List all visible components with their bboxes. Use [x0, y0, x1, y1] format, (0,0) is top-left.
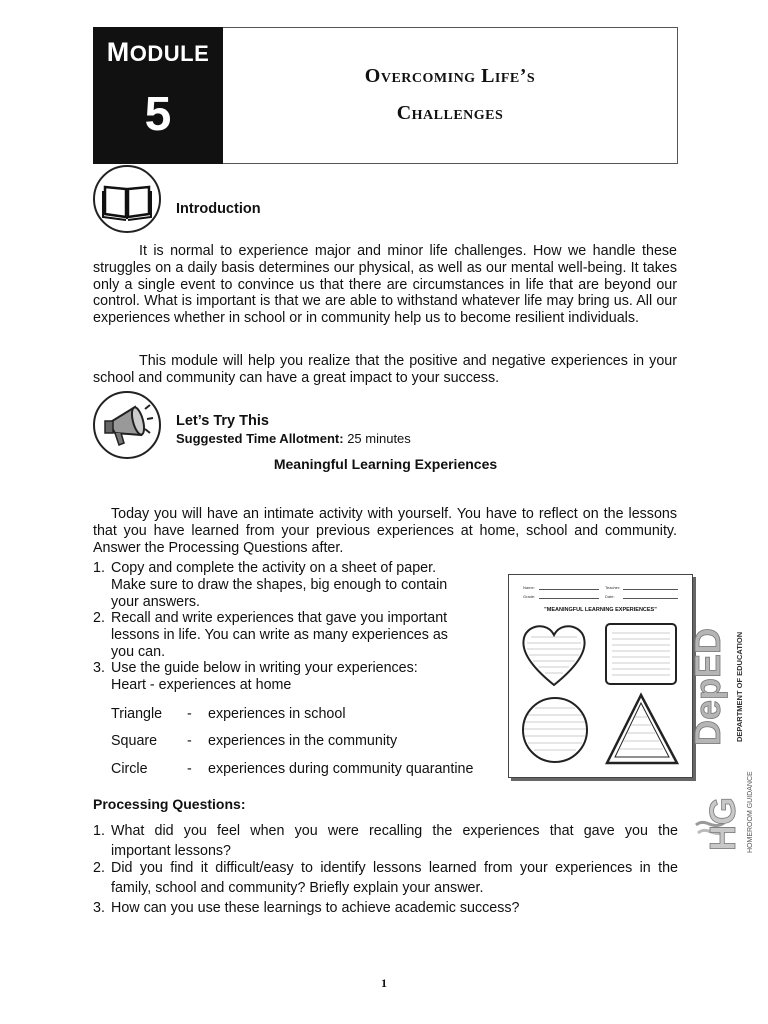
intro-paragraph-1: It is normal to experience major and minor life challenges. How we handle these struggles on a daily basis determines our physical, as well as our mental well-being. It takes only a single event to convince us that there are circumstances in life that are beyond our control. What is important is that we are able to withstand whatever life may bring us. All our experiences whether in school or in community help us to become resilient individuals.	[93, 243, 677, 327]
question-item: 1. What did you feel when you were recalling the experiences that gave you the important lessons?	[93, 823, 678, 859]
activity-paragraph: Today you will have an intimate activity with yourself. You have to reflect on the lessons that you have learned from your previous experiences at home, school and community. Answer the Processing Questions after.	[93, 506, 677, 556]
circle-shape	[523, 698, 587, 762]
guide-row-circle: Circle - experiences during community quarantine	[111, 761, 474, 777]
guide-row-triangle: Triangle - experiences in school	[111, 706, 346, 722]
worksheet-shapes	[509, 575, 692, 777]
module-title-line2: Challenges	[396, 102, 504, 124]
hg-caption: HOMEROOM GUIDANCE	[747, 771, 754, 853]
step-item: 3. Use the guide below in writing your experiences: Heart - experiences at home	[93, 660, 418, 693]
module-number: 5	[144, 88, 172, 141]
guide-row-square: Square - experiences in the community	[111, 733, 398, 749]
lets-try-heading: Let’s Try This	[176, 413, 269, 429]
module-title	[224, 58, 676, 132]
open-book-icon	[93, 165, 161, 233]
deped-caption: DEPARTMENT OF EDUCATION	[735, 631, 744, 742]
deped-logo	[690, 612, 760, 750]
hg-wordmark: HG	[702, 797, 743, 851]
introduction-heading: Introduction	[176, 201, 261, 217]
processing-questions-heading: Processing Questions:	[93, 796, 246, 812]
intro-paragraph-2: This module will help you realize that the positive and negative experiences in your school and community can have a great impact to your success.	[93, 353, 677, 386]
megaphone-icon	[93, 391, 161, 459]
question-item: 2. Did you find it difficult/easy to identify lessons learned from your experiences in the family, school and community? Briefly explain your answer.	[93, 860, 678, 896]
activity-title: Meaningful Learning Experiences	[273, 456, 498, 472]
worksheet-figure: Name: Teacher: Grade: Date: "MEANINGFUL LEARNING EXPERIENCES"	[508, 574, 693, 778]
module-title-line1: Overcoming Life’s	[364, 65, 536, 87]
module-word: MODULE	[106, 37, 210, 67]
heart-shape	[523, 626, 584, 685]
deped-wordmark: DepED	[690, 627, 728, 746]
worksheet-title: "MEANINGFUL LEARNING EXPERIENCES"	[544, 607, 657, 613]
time-allotment: Suggested Time Allotment: 25 minutes	[176, 431, 411, 446]
module-label-block	[93, 27, 223, 164]
page-number: 1	[381, 976, 387, 990]
question-item: 3. How can you use these learnings to achieve academic success?	[93, 900, 520, 916]
step-item: 2. Recall and write experiences that gave you important lessons in life. You can write as many experiences as you can.	[93, 610, 448, 660]
step-item: 1. Copy and complete the activity on a sheet of paper. Make sure to draw the shapes, big enough to contain your answers.	[93, 560, 448, 610]
homeroom-guidance-logo	[690, 765, 760, 855]
